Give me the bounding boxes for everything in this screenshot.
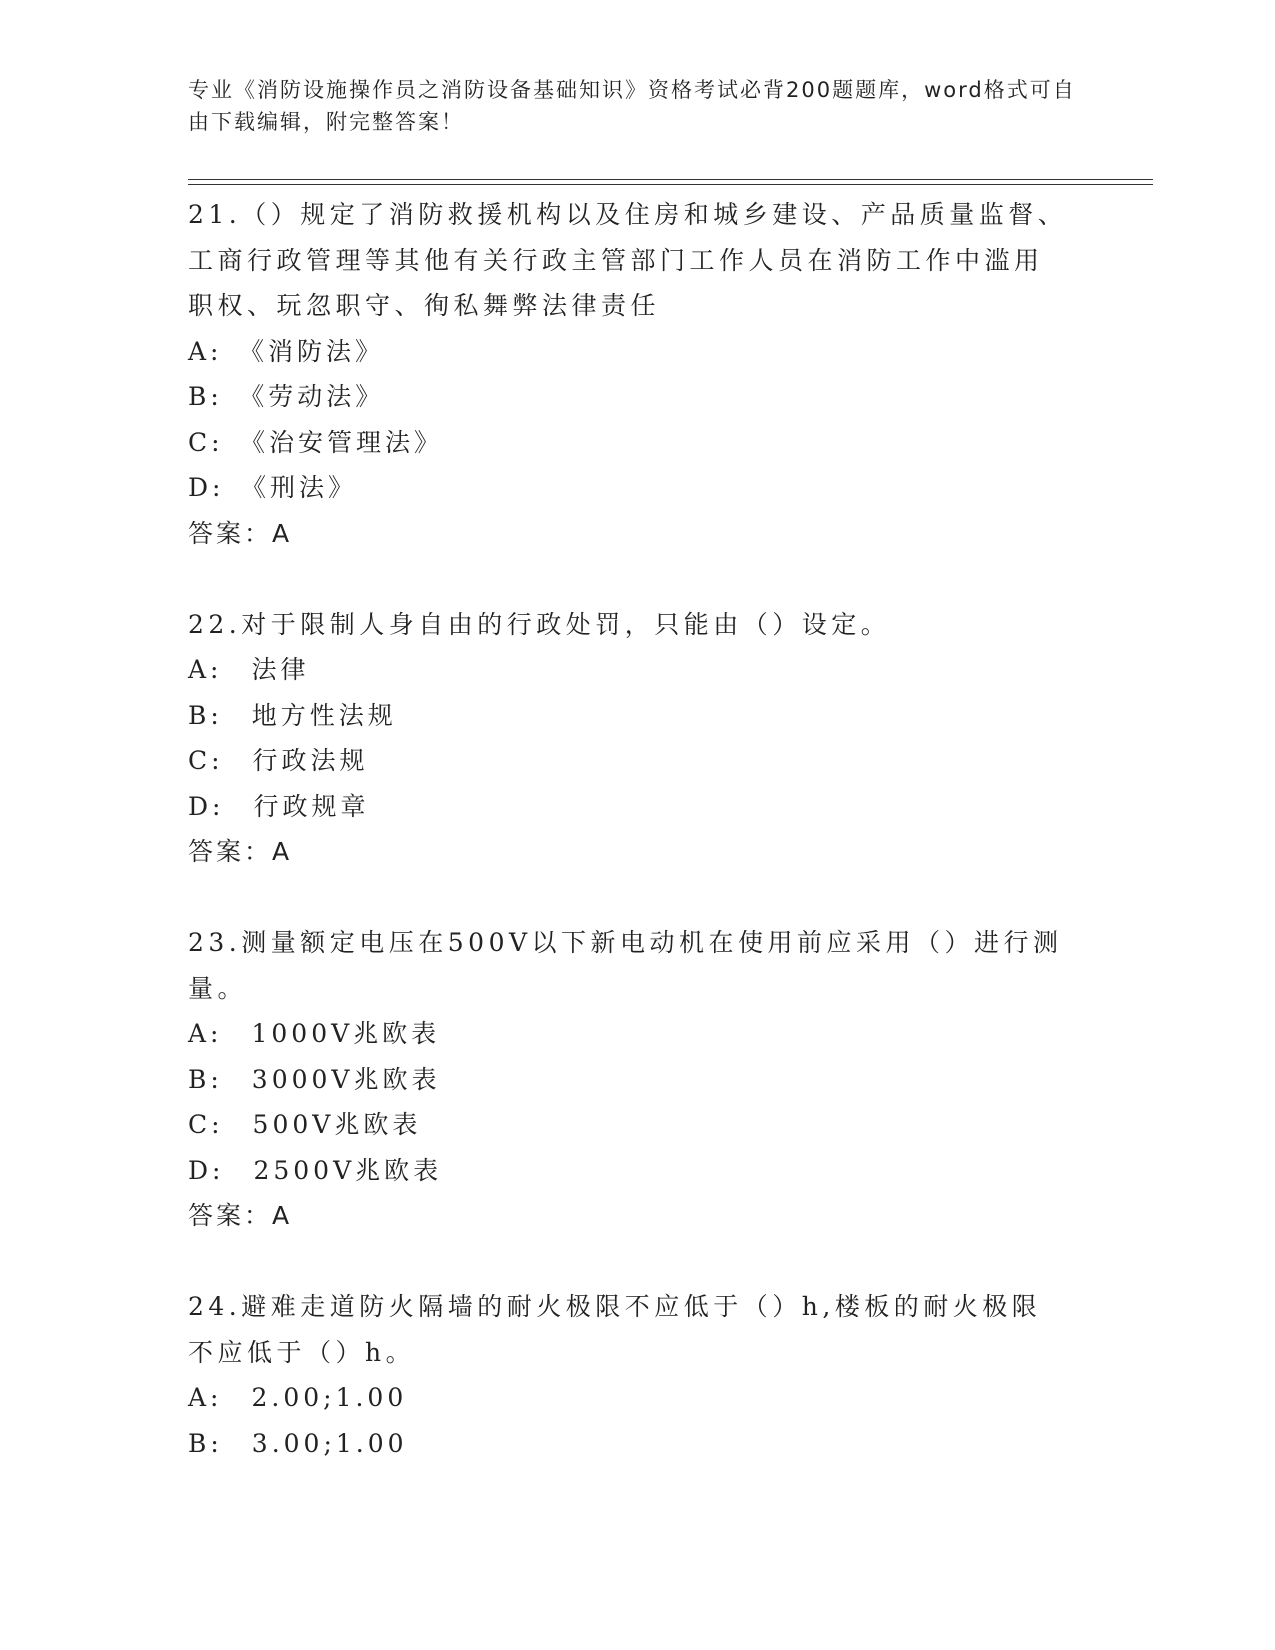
option-b: B: 地方性法规	[188, 700, 397, 730]
question-stem: 23.测量额定电压在500V以下新电动机在使用前应采用（）进行测量。	[188, 928, 1063, 1003]
document-header: 专业《消防设施操作员之消防设备基础知识》资格考试必背200题题库，word格式可自由下载编辑，附完整答案！	[188, 78, 1076, 134]
option-d: D: 《刑法》	[188, 473, 357, 502]
option-b: B: 3.00;1.00	[188, 1428, 408, 1458]
option-a: A: 2.00;1.00	[188, 1383, 408, 1412]
option-c: C: 行政法规	[188, 746, 369, 775]
question-stem: 21.（）规定了消防救援机构以及住房和城乡建设、产品质量监督、工商行政管理等其他有关行政主管部门工作人员在消防工作中滥用职权、玩忽职守、徇私舞弊法律责任	[188, 200, 1068, 320]
option-c: C: 《治安管理法》	[188, 427, 444, 457]
question-list	[188, 192, 1068, 1466]
question-24	[188, 1284, 1068, 1466]
question-spacer	[188, 875, 1068, 921]
option-b: B: 3000V兆欧表	[188, 1064, 441, 1094]
option-a: A: 《消防法》	[188, 336, 384, 366]
option-d: D: 2500V兆欧表	[188, 1155, 443, 1185]
question-21	[188, 192, 1068, 556]
answer: 答案：A	[188, 1201, 293, 1230]
option-a: A: 1000V兆欧表	[188, 1019, 441, 1048]
question-stem: 22.对于限制人身自由的行政处罚，只能由（）设定。	[188, 609, 891, 639]
answer: 答案：A	[188, 518, 293, 548]
question-spacer	[188, 1239, 1068, 1285]
header-divider-bottom	[188, 184, 1153, 185]
option-c: C: 500V兆欧表	[188, 1110, 422, 1139]
question-spacer	[188, 556, 1068, 602]
answer: 答案：A	[188, 837, 293, 866]
option-a: A: 法律	[188, 655, 310, 684]
question-22	[188, 602, 1068, 875]
option-d: D: 行政规章	[188, 791, 370, 821]
header-divider-top	[188, 179, 1153, 180]
question-23	[188, 920, 1068, 1239]
question-stem: 24.避难走道防火隔墙的耐火极限不应低于（）h,楼板的耐火极限不应低于（）h。	[188, 1292, 1042, 1367]
option-b: B: 《劳动法》	[188, 382, 385, 411]
